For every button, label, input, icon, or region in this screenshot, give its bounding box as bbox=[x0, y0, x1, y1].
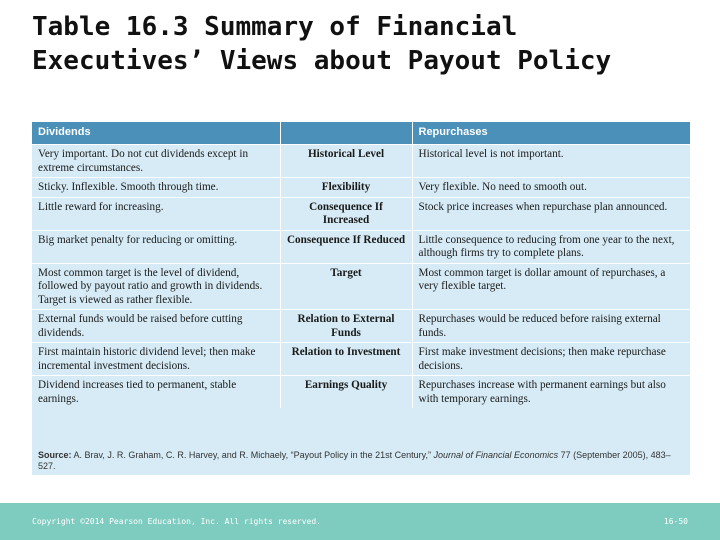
table-row bbox=[32, 178, 690, 198]
table-row bbox=[32, 310, 690, 343]
repurchases-cell: Historical level is not important. bbox=[412, 145, 690, 178]
dividends-cell: Little reward for increasing. bbox=[32, 197, 280, 230]
header-topic bbox=[280, 122, 412, 145]
topic-cell: Relation to Investment bbox=[280, 343, 412, 376]
source-label: Source: bbox=[38, 450, 72, 460]
table-row bbox=[32, 343, 690, 376]
repurchases-cell: Little consequence to reducing from one year to the next, although firms try to complete plans. bbox=[412, 230, 690, 263]
table-row bbox=[32, 230, 690, 263]
repurchases-cell: Very flexible. No need to smooth out. bbox=[412, 178, 690, 198]
topic-cell: Consequence If Reduced bbox=[280, 230, 412, 263]
dividends-cell: Very important. Do not cut dividends except in extreme circumstances. bbox=[32, 145, 280, 178]
repurchases-cell: Stock price increases when repurchase plan announced. bbox=[412, 197, 690, 230]
source-note bbox=[38, 450, 684, 472]
payout-policy-table bbox=[32, 122, 690, 408]
source-authors: A. Brav, J. R. Graham, C. R. Harvey, and R. Michaely, “Payout Policy in the 21st Century,” bbox=[73, 450, 431, 460]
table-row bbox=[32, 145, 690, 178]
source-details: 77 (September 2005), 483–527. bbox=[38, 450, 671, 471]
dividends-cell: External funds would be raised before cutting dividends. bbox=[32, 310, 280, 343]
page-number: 16-50 bbox=[663, 517, 688, 526]
repurchases-cell: First make investment decisions; then make repurchase decisions. bbox=[412, 343, 690, 376]
dividends-cell: First maintain historic dividend level; then make incremental investment decisions. bbox=[32, 343, 280, 376]
footer-bar bbox=[0, 503, 720, 540]
payout-policy-table-panel bbox=[32, 122, 690, 475]
repurchases-cell: Repurchases would be reduced before raising external funds. bbox=[412, 310, 690, 343]
topic-cell: Historical Level bbox=[280, 145, 412, 178]
title-line-1: Table 16.3 Summary of Financial bbox=[32, 12, 518, 42]
table-header-row bbox=[32, 122, 690, 145]
source-journal: Journal of Financial Economics bbox=[433, 450, 559, 460]
topic-cell: Earnings Quality bbox=[280, 376, 412, 409]
dividends-cell: Sticky. Inflexible. Smooth through time. bbox=[32, 178, 280, 198]
table-row bbox=[32, 263, 690, 310]
copyright-notice: Copyright ©2014 Pearson Education, Inc. All rights reserved. bbox=[32, 517, 321, 526]
title-line-2: Executives’ Views about Payout Policy bbox=[32, 46, 612, 76]
header-dividends: Dividends bbox=[32, 122, 280, 145]
topic-cell: Flexibility bbox=[280, 178, 412, 198]
dividends-cell: Big market penalty for reducing or omitting. bbox=[32, 230, 280, 263]
table-row bbox=[32, 197, 690, 230]
topic-cell: Relation to External Funds bbox=[280, 310, 412, 343]
repurchases-cell: Repurchases increase with permanent earnings but also with temporary earnings. bbox=[412, 376, 690, 409]
header-repurchases: Repurchases bbox=[412, 122, 690, 145]
table-row bbox=[32, 376, 690, 409]
topic-cell: Consequence If Increased bbox=[280, 197, 412, 230]
dividends-cell: Dividend increases tied to permanent, stable earnings. bbox=[32, 376, 280, 409]
slide-title bbox=[32, 10, 692, 78]
repurchases-cell: Most common target is dollar amount of repurchases, a very flexible target. bbox=[412, 263, 690, 310]
dividends-cell: Most common target is the level of dividend, followed by payout ratio and growth in dividends. Target is viewed as rather flexible. bbox=[32, 263, 280, 310]
topic-cell: Target bbox=[280, 263, 412, 310]
